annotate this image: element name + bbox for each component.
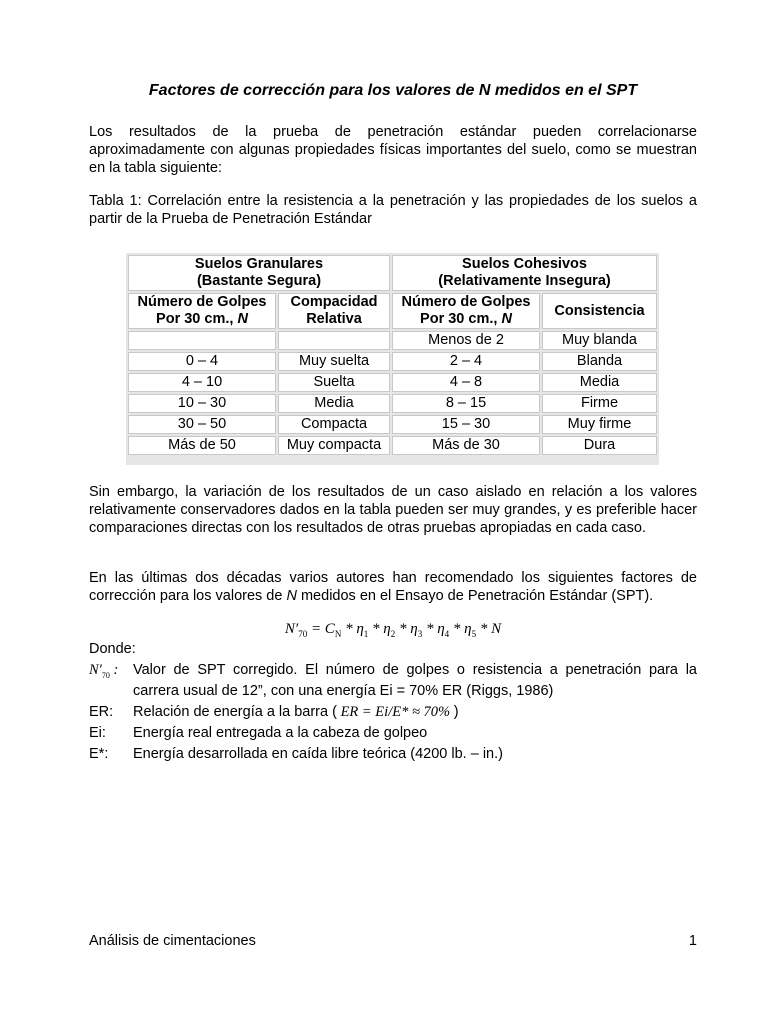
- table-cell: Compacta: [278, 415, 390, 434]
- definition-e-star: [89, 744, 697, 765]
- er-text: Relación de energía a la barra (: [133, 704, 337, 720]
- formula-eta: η: [437, 621, 445, 637]
- col1-line2: Por 30 cm.,: [156, 311, 238, 327]
- formula-eta-sub: 5: [471, 629, 477, 639]
- definition-text: Energía real entregada a la cabeza de golpeo: [133, 725, 428, 741]
- definition-n70: [89, 660, 697, 702]
- table-row: [128, 415, 657, 434]
- granular-header-line2: (Bastante Segura): [196, 273, 322, 289]
- table-row: [128, 331, 657, 350]
- table-cell: Blanda: [542, 352, 657, 371]
- col1-n: N: [237, 311, 248, 327]
- table-cell: [278, 331, 390, 350]
- col2-line2: Relativa: [306, 311, 362, 327]
- table-cell: Más de 50: [128, 436, 276, 455]
- n70-sub: 70: [101, 670, 110, 680]
- paragraph4-text-a: En las últimas dos décadas varios autores han recomendado los siguientes factores de corrección para los valores de: [89, 570, 697, 604]
- table-cell: 10 – 30: [128, 394, 276, 413]
- formula-eta: η: [464, 621, 472, 637]
- table-cell: 4 – 8: [392, 373, 540, 392]
- footer-title: Análisis de cimentaciones: [89, 933, 256, 949]
- table-cell: Muy compacta: [278, 436, 390, 455]
- definition-term: E*:: [89, 746, 109, 762]
- er-formula: ER = Ei/E* ≈ 70%: [336, 704, 454, 720]
- page-number: 1: [688, 933, 697, 949]
- formula-cn-sub: N: [334, 629, 342, 639]
- table-cell: Media: [278, 394, 390, 413]
- table-cell: 8 – 15: [392, 394, 540, 413]
- n70-colon: :: [109, 662, 119, 678]
- table-cell: 30 – 50: [128, 415, 276, 434]
- formula-eta-sub: 3: [417, 629, 423, 639]
- formula-star: *: [395, 621, 411, 637]
- intro-paragraph: Los resultados de la prueba de penetración estándar pueden correlacionarse aproximadamente con algunas propiedades físicas importantes del suelo, como se muestran en la tabla siguiente:: [89, 124, 697, 176]
- table-cell: 4 – 10: [128, 373, 276, 392]
- er-close: ): [453, 704, 459, 720]
- formula-rhs-n: N: [491, 621, 502, 637]
- table-cell: Muy suelta: [278, 352, 390, 371]
- n70-symbol: N′: [89, 662, 102, 678]
- formula-eta: η: [383, 621, 391, 637]
- formula-star: *: [341, 621, 357, 637]
- formula-lhs-sub: 70: [298, 629, 308, 639]
- col3-line1: Número de Golpes: [401, 294, 531, 310]
- table-cell: [128, 331, 276, 350]
- definition-er: [89, 702, 697, 723]
- formula-star: *: [422, 621, 438, 637]
- formula-lhs: N′: [284, 621, 299, 637]
- col3-n: N: [501, 311, 512, 327]
- formula-eq-cn: = C: [307, 621, 335, 637]
- paragraph4-n: N: [286, 588, 297, 604]
- cohesive-header-line2: (Relativamente Insegura): [438, 273, 611, 289]
- correction-factors-paragraph: [89, 569, 697, 605]
- correlation-table: [126, 253, 659, 457]
- donde-label: Donde:: [89, 641, 136, 657]
- table-column-header-row: [128, 293, 657, 329]
- table-cell: Media: [542, 373, 657, 392]
- granular-soils-header: [128, 255, 390, 291]
- page-title: Factores de corrección para los valores de N medidos en el SPT: [148, 82, 638, 99]
- table-cell: Menos de 2: [392, 331, 540, 350]
- table-group-header-row: [128, 255, 657, 291]
- table-cell: 15 – 30: [392, 415, 540, 434]
- col-consistency-header: Consistencia: [542, 293, 657, 329]
- definition-ei: [89, 723, 697, 744]
- definition-text: Energía desarrollada en caída libre teórica (4200 lb. – in.): [133, 746, 503, 762]
- table-cell: Firme: [542, 394, 657, 413]
- document-page: [89, 0, 697, 1024]
- formula-star: *: [476, 621, 492, 637]
- table-caption: Tabla 1: Correlación entre la resistencia a la penetración y las propiedades de los suelos a partir de la Prueba de Penetración Estándar: [89, 193, 697, 227]
- formula-eta-sub: 1: [363, 629, 369, 639]
- table-cell: Dura: [542, 436, 657, 455]
- definition-term: Ei:: [89, 725, 106, 741]
- definition-term: [89, 660, 133, 686]
- formula-star: *: [449, 621, 465, 637]
- variation-paragraph: Sin embargo, la variación de los resultados de un caso aislado en relación a los valores relativamente conservadores dados en la tabla pueden ser muy grandes, y es preferible hacer comparaciones directas con los resultados de otras pruebas apropiadas en cada caso.: [89, 484, 697, 536]
- formula-eta: η: [410, 621, 418, 637]
- col3-line2: Por 30 cm.,: [420, 311, 502, 327]
- cohesive-soils-header: [392, 255, 657, 291]
- definition-term: ER:: [89, 704, 114, 720]
- formula-eta-sub: 2: [390, 629, 396, 639]
- table-row: [128, 373, 657, 392]
- definition-text: [133, 702, 697, 723]
- table-cell: Muy firme: [542, 415, 657, 434]
- cohesive-header-line1: Suelos Cohesivos: [462, 256, 587, 272]
- correlation-table-container: [126, 253, 659, 465]
- table-row: [128, 352, 657, 371]
- col-blows-cohesive-header: [392, 293, 540, 329]
- table-cell: 2 – 4: [392, 352, 540, 371]
- formula-eta: η: [356, 621, 364, 637]
- formula-star: *: [368, 621, 384, 637]
- table-cell: Suelta: [278, 373, 390, 392]
- formula-eta-sub: 4: [444, 629, 450, 639]
- col1-line1: Número de Golpes: [137, 294, 267, 310]
- table-row: [128, 394, 657, 413]
- correction-formula: [89, 621, 697, 639]
- paragraph4-text-b: medidos en el Ensayo de Penetración Estándar (SPT).: [296, 588, 654, 604]
- table-cell: Muy blanda: [542, 331, 657, 350]
- col-blows-granular-header: [128, 293, 276, 329]
- definitions-list: [89, 660, 697, 765]
- table-cell: 0 – 4: [128, 352, 276, 371]
- granular-header-line1: Suelos Granulares: [194, 256, 324, 272]
- col-compactness-header: [278, 293, 390, 329]
- definition-text: Valor de SPT corregido. El número de golpes o resistencia a penetración para la carrera usual de 12”, con una energía Ei = 70% ER (Riggs, 1986): [133, 662, 697, 699]
- table-cell: Más de 30: [392, 436, 540, 455]
- col2-line1: Compacidad: [290, 294, 378, 310]
- table-row: [128, 436, 657, 455]
